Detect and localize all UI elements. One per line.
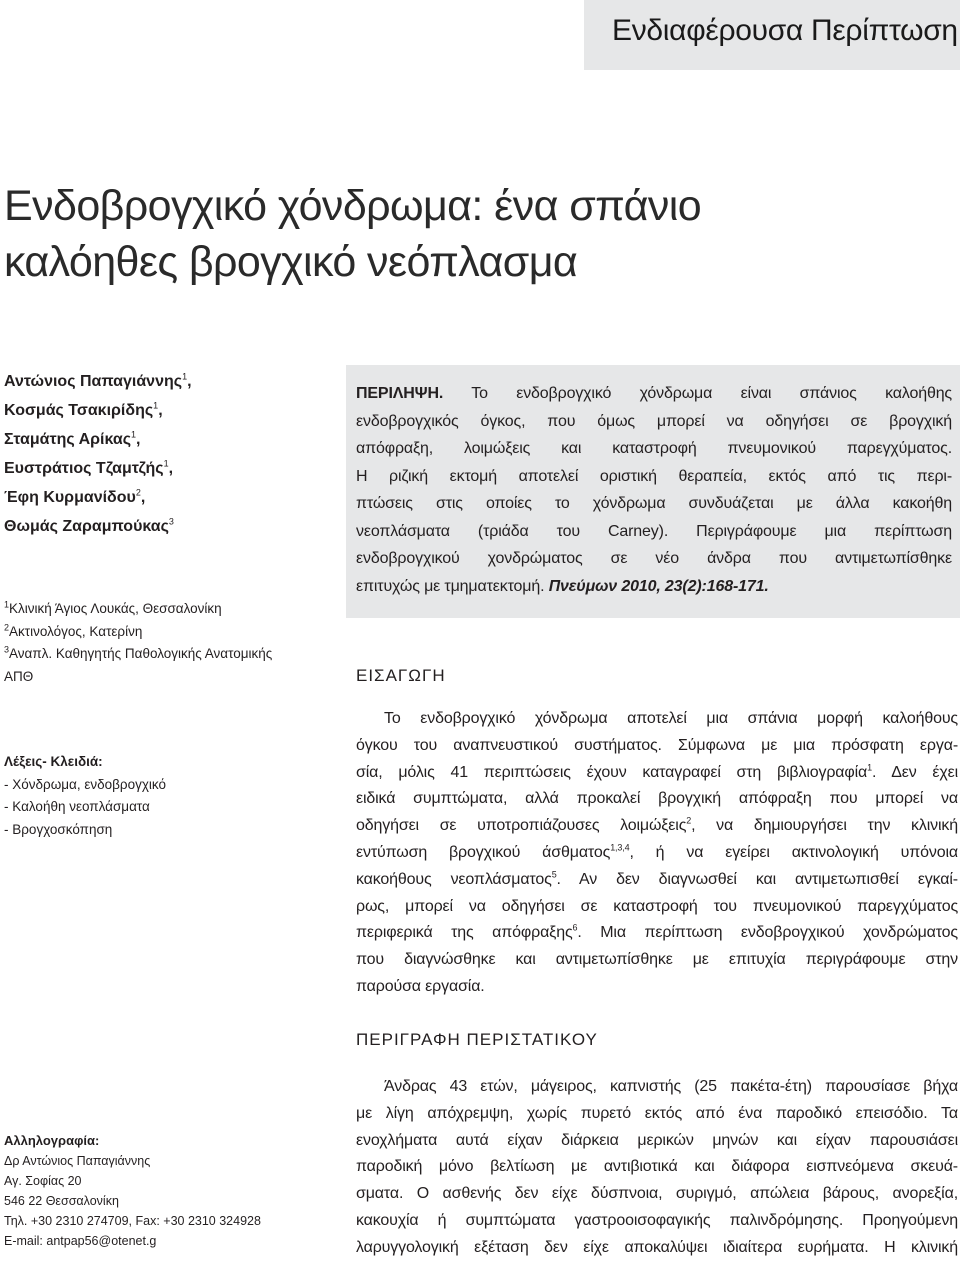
case-line: σματα. Ο ασθενής δεν είχε δύσπνοια, συριγμό, απώλεια βάρους, ανορεξία, xyxy=(356,1185,958,1203)
case-line: κακουχία ή συμπτώματα γαστροοισοφαγικής παλινδρόμησης. Προηγούμενη xyxy=(356,1211,958,1229)
abstract-line: νεοπλάσματα (τριάδα του Carney). Περιγράφουμε μια περίπτωση xyxy=(356,522,952,540)
correspondence-email[interactable]: E-mail: antpap56@otenet.g xyxy=(4,1234,157,1248)
affiliation: $^1$Κλινική Άγιος Λουκάς, Θεσσαλονίκη xyxy=(4,599,222,616)
abstract-line: ΠΕΡΙΛΗΨΗ. Το ενδοβρογχικό χόνδρωμα είναι σπάνιος καλοήθης xyxy=(356,385,952,402)
abstract-label: ΠΕΡΙΛΗΨΗ. xyxy=(356,385,444,402)
intro-line: οδηγήσει σε υποτροπιάζουσες λοιμώξεις$^2$, να δημιουργήσει την κλινική xyxy=(356,815,958,835)
author-list xyxy=(4,367,324,541)
correspondence-phone: Τηλ. +30 2310 274709, Fax: +30 2310 324928 xyxy=(4,1214,261,1228)
intro-line: σία, μόλις 41 περιπτώσεις έχουν καταγραφεί στη βιβλιογραφία$^1$. Δεν έχει xyxy=(356,762,958,781)
correspondence-label: Αλληλογραφία: xyxy=(4,1133,100,1148)
intro-line: κακοήθους νεοπλάσματος$^5$. Αν δεν διαγνωσθεί και αντιμετωπισθεί εγκαί- xyxy=(356,869,958,888)
correspondence-name: Δρ Αντώνιος Παπαγιάννης xyxy=(4,1154,151,1168)
author: Σταμάτης Αρίκας$^1$, xyxy=(4,429,141,448)
abstract-citation: Πνεύμων 2010, 23(2):168-171. xyxy=(548,577,769,595)
case-body xyxy=(356,1074,958,1262)
abstract-line: ενδοβρογχικού χονδρώματος σε νέο άνδρα που αντιμετωπίσθηκε xyxy=(356,550,952,567)
article-title xyxy=(4,178,904,290)
keywords-block xyxy=(4,751,304,841)
keyword-item: - Καλοήθη νεοπλάσματα xyxy=(4,799,150,814)
correspondence-street: Αγ. Σοφίας 20 xyxy=(4,1174,82,1188)
abstract-line: πτώσεις στις οποίες το χόνδρωμα συνδυάζεται με άλλα κακοήθη xyxy=(356,495,952,512)
case-line: λαρυγγολογική εξέταση δεν είχε αποκαλύψει ιδιαίτερα ευρήματα. Η κλινική xyxy=(356,1238,958,1256)
intro-line: παρούσα εργασία. xyxy=(356,977,485,995)
keyword-item: - Βρογχοσκόπηση xyxy=(4,821,113,837)
keywords-label: Λέξεις- Κλειδιά: xyxy=(4,754,103,769)
affiliation: ΑΠΘ xyxy=(4,668,34,684)
author: Αντώνιος Παπαγιάννης$^1$, xyxy=(4,371,192,390)
intro-line: ειδικά συμπτώματα, αλλά προκαλεί βρογχική απόφραξη που μπορεί να xyxy=(356,790,958,808)
abstract-line: απόφραξη, λοιμώξεις και καταστροφή πνευμονικού παρεγχύματος. xyxy=(356,440,952,457)
case-line: παροδική μόνο βελτίωση με αντιβιοτικά και διάφορα εισπνεόμενα σκευά- xyxy=(356,1158,958,1176)
title-line-2: καλόηθες βρογχικό νεόπλασμα xyxy=(4,238,578,286)
affiliation-list xyxy=(4,598,304,688)
section-header-band xyxy=(584,0,960,70)
intro-line: περιφερικά της απόφραξης$^6$. Μια περίπτωση ενδοβρογχικού χονδρώματος xyxy=(356,923,958,942)
author: Έφη Κυρμανίδου$^2$, xyxy=(4,487,146,506)
correspondence-block xyxy=(4,1131,334,1251)
author: Κοσμάς Τσακιρίδης$^1$, xyxy=(4,400,163,419)
intro-line: ρως, μπορεί να οδηγήσει σε καταστροφή του πνευμονικού παρεγχύματος xyxy=(356,897,958,915)
case-line: ενοχλήματα αυτά είχαν διάρκεια μερικών μηνών και είχαν παρουσιάσει xyxy=(356,1131,958,1149)
case-line: με λίγη απόχρεμψη, χωρίς πυρετό εκτός από ένα παροδικό επεισόδιο. Τα xyxy=(356,1104,958,1122)
intro-body xyxy=(356,706,958,1001)
affiliation: $^2$Ακτινολόγος, Κατερίνη xyxy=(4,622,143,639)
intro-line: εντύπωση βρογχικού άσθματος$^{1,3,4}$, ή να εγείρει ακτινολογική υπόνοια xyxy=(356,842,958,861)
intro-heading: ΕΙΣΑΓΩΓΗ xyxy=(356,666,446,685)
correspondence-city: 546 22 Θεσσαλονίκη xyxy=(4,1194,119,1208)
title-line-1: Ενδοβρογχικό χόνδρωμα: ένα σπάνιο xyxy=(4,182,702,230)
author: Ευστράτιος Τζαμτζής$^1$, xyxy=(4,458,174,477)
intro-line: Το ενδοβρογχικό χόνδρωμα αποτελεί μια σπάνια μορφή καλοήθους xyxy=(384,710,958,727)
abstract-line: Η ριζική εκτομή αποτελεί οριστική θεραπεία, εκτός από τις περι- xyxy=(356,467,952,485)
abstract-line: επιτυχώς με τμηματεκτομή. Πνεύμων 2010, 23(2):168-171. xyxy=(356,577,769,595)
keyword-item: - Χόνδρωμα, ενδοβρογχικό xyxy=(4,776,166,792)
abstract-line: ενδοβρογχικός όγκος, που όμως μπορεί να οδηγήσει σε βρογχική xyxy=(356,412,952,430)
affiliation: $^3$Αναπλ. Καθηγητής Παθολογικής Ανατομικής xyxy=(4,644,273,661)
case-line: Άνδρας 43 ετών, μάγειρος, καπνιστής (25 πακέτα-έτη) παρουσίασε βήχα xyxy=(384,1078,958,1095)
abstract xyxy=(356,380,952,600)
intro-line: που διαγνώσθηκε και αντιμετωπίσθηκε με επιτυχία περιγράφουμε στην xyxy=(356,951,958,969)
intro-line: όγκου του αναπνευστικού συστήματος. Σύμφωνα με μια πρόσφατη εργα- xyxy=(356,736,958,754)
author: Θωμάς Ζαραμπούκας$^3$ xyxy=(4,516,174,535)
section-label: Ενδιαφέρουσα Περίπτωση xyxy=(612,14,958,47)
case-heading: ΠΕΡΙΓΡΑΦΗ ΠΕΡΙΣΤΑΤΙΚΟΥ xyxy=(356,1030,598,1049)
